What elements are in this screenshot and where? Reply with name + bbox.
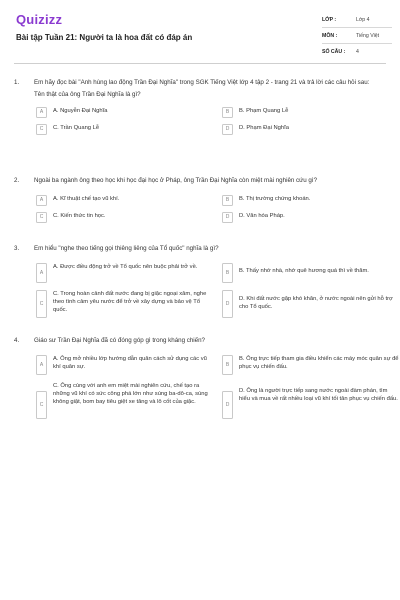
option-c[interactable] — [36, 212, 214, 224]
option-letter: A — [36, 263, 47, 283]
option-a[interactable] — [36, 195, 214, 207]
option-text: A. Ông mở nhiều lớp hướng dẫn quân cách sử dụng các vũ khí quân sự. — [53, 355, 207, 370]
option-text: D. Khi đất nước gặp khó khăn, ở nước ngoài nên gửi hỗ trợ cho Tổ quốc. — [239, 295, 393, 310]
option-b[interactable] — [222, 263, 400, 283]
option-text: C. Trong hoàn cảnh đất nước đang bị giặc ngoại xâm, nghe theo tình cảm yêu nước để trở về xây dựng và bảo vệ Tổ quốc. — [53, 291, 207, 313]
option-d[interactable] — [222, 291, 400, 319]
option-letter: D — [222, 124, 233, 135]
question-number: 4. — [14, 337, 20, 344]
question-text: Ngoài ba ngành ông theo học khi học đại học ở Pháp, ông Trần Đại Nghĩa còn miệt mài nghiên cứu gì? — [34, 177, 318, 184]
worksheet-title: Bài tập Tuần 21: Người ta là hoa đất có đáp án — [16, 33, 193, 42]
meta-value: 4 — [356, 48, 359, 55]
meta-key: SỐ CÂU : — [322, 48, 346, 55]
option-letter: B — [222, 195, 233, 206]
options-grid — [36, 108, 386, 137]
option-c[interactable] — [36, 125, 214, 137]
option-letter: C — [36, 212, 47, 223]
option-letter: A — [36, 195, 47, 206]
question-subtext: Tên thật của ông Trần Đại Nghĩa là gì? — [34, 91, 141, 99]
option-text: C. Trần Quang Lễ — [53, 125, 100, 132]
question-number: 3. — [14, 245, 20, 252]
option-b[interactable] — [222, 355, 400, 375]
option-letter: B — [222, 355, 233, 375]
options-grid — [36, 263, 393, 318]
option-text: A. Kĩ thuật chế tạo vũ khí. — [53, 195, 120, 202]
option-b[interactable] — [222, 195, 400, 207]
option-letter: C — [36, 124, 47, 135]
option-d[interactable] — [222, 125, 400, 137]
option-text: B. Thị trường chứng khoán. — [239, 195, 311, 202]
meta-row-grade — [322, 12, 392, 28]
question-4 — [14, 337, 399, 419]
option-letter: C — [36, 290, 47, 318]
option-a[interactable] — [36, 263, 214, 283]
option-d[interactable] — [222, 212, 400, 224]
option-text: B. Phạm Quang Lễ — [239, 108, 289, 115]
question-text: Em hãy đọc bài "Anh hùng lao động Trần Đại Nghĩa" trong SGK Tiếng Việt lớp 4 tập 2 - trang 21 và trả lời các câu hỏi sau: — [34, 79, 370, 86]
option-text: C. Ông cùng với anh em miệt mài nghiên cứu, chế tạo ra những vũ khí có sức công phá lớn như súng ba-dô-ca, súng không giật, bom bay tiêu giệt xe tăng và lô cốt của giặc. — [53, 383, 208, 405]
option-text: B. Ông trực tiếp tham gia điều khiển các máy móc quân sự để phục vụ chiến đấu. — [239, 355, 399, 370]
option-text: A. Nguyễn Đại Nghĩa — [53, 108, 108, 115]
options-grid — [36, 355, 399, 419]
option-b[interactable] — [222, 108, 400, 120]
meta-key: MÔN : — [322, 32, 338, 39]
meta-value: Tiếng Việt — [356, 32, 380, 39]
question-number: 2. — [14, 177, 20, 184]
meta-key: LỚP : — [322, 16, 337, 23]
option-letter: A — [36, 107, 47, 118]
header-divider — [14, 63, 386, 64]
option-text: C. Kiến thức tin học. — [53, 212, 106, 219]
option-letter: D — [222, 290, 233, 318]
meta-row-count — [322, 44, 392, 59]
option-letter: A — [36, 355, 47, 375]
question-text: Giáo sư Trần Đại Nghĩa đã có đóng góp gì trong kháng chiến? — [34, 337, 205, 344]
question-text: Em hiểu "nghe theo tiếng gọi thiêng liêng của Tổ quốc" nghĩa là gì? — [34, 245, 219, 252]
option-a[interactable] — [36, 355, 214, 375]
meta-table — [322, 12, 392, 59]
options-grid — [36, 195, 386, 224]
option-text: A. Được điều động trở về Tổ quốc nên buộc phải trở về. — [53, 263, 198, 270]
question-number: 1. — [14, 79, 20, 86]
meta-row-subject — [322, 28, 392, 44]
option-text: D. Ông là người trực tiếp sang nước ngoài đàm phán, tìm hiểu và mua về rất nhiều loại vũ khí tối tân phục vụ chiến đấu. — [239, 387, 398, 402]
option-text: D. Phạm Đại Nghĩa — [239, 125, 289, 132]
meta-value: Lớp 4 — [356, 16, 370, 23]
option-a[interactable] — [36, 108, 214, 120]
option-c[interactable] — [36, 383, 214, 419]
option-letter: C — [36, 391, 47, 419]
option-letter: D — [222, 212, 233, 223]
question-3 — [14, 245, 393, 318]
option-text: B. Thấy nhớ nhà, nhớ quê hương quá thì về thăm. — [239, 268, 369, 275]
option-letter: B — [222, 107, 233, 118]
question-1 — [14, 79, 386, 137]
quizizz-logo: Quizizz — [16, 12, 63, 27]
option-text: D. Văn hóa Pháp. — [239, 212, 285, 219]
option-d[interactable] — [222, 383, 400, 419]
option-c[interactable] — [36, 291, 214, 319]
question-2 — [14, 177, 386, 224]
option-letter: D — [222, 391, 233, 419]
option-letter: B — [222, 263, 233, 283]
